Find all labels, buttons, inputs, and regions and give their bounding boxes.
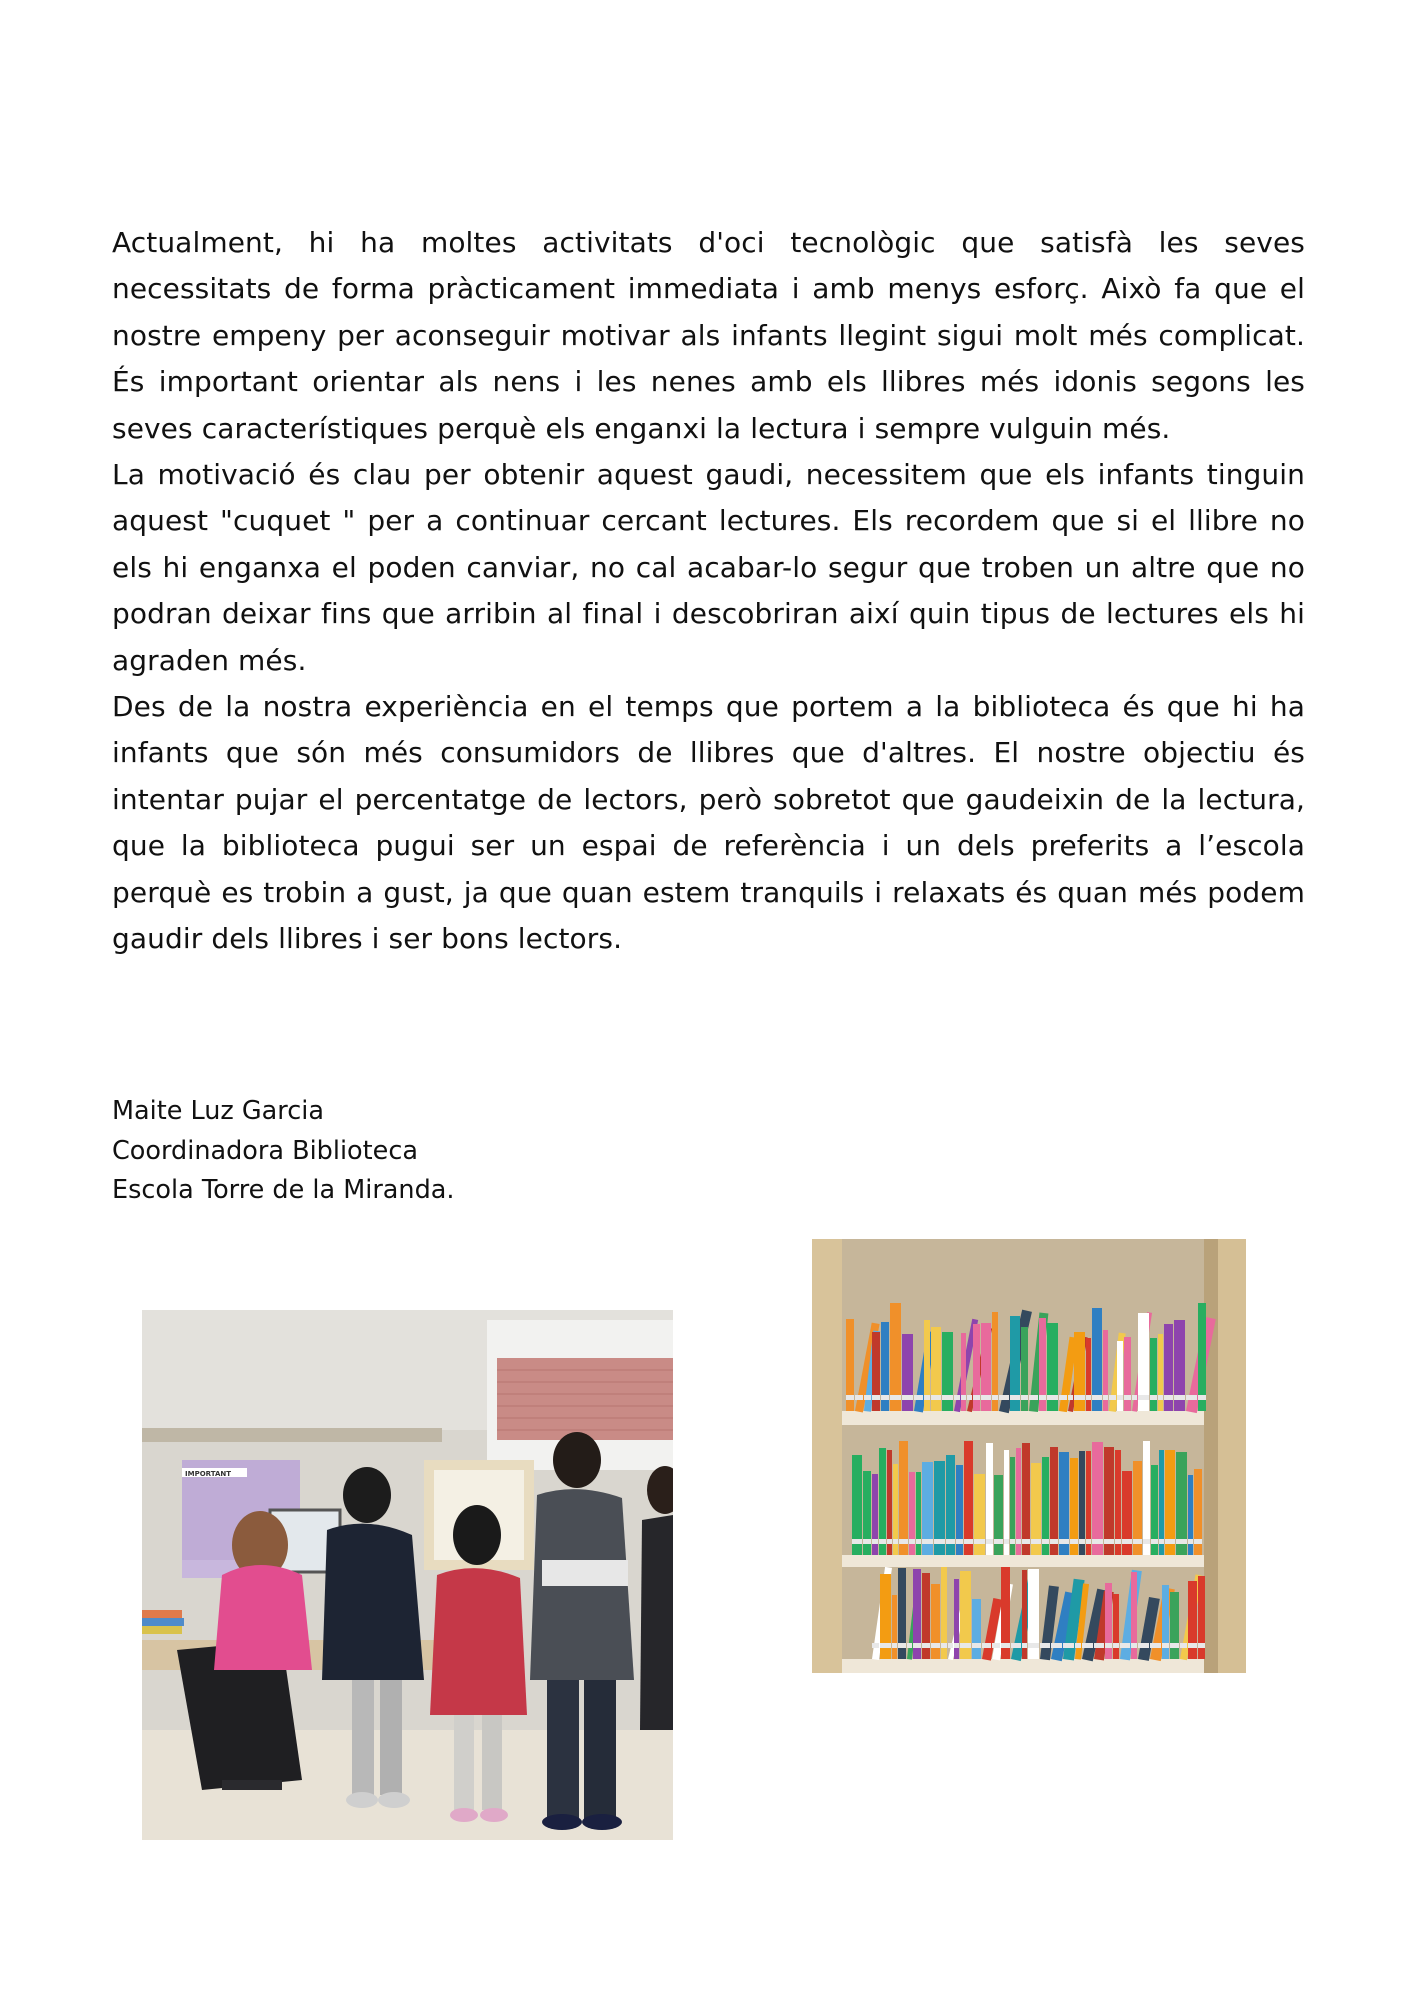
book-spine	[1113, 1594, 1119, 1659]
book-spine	[1016, 1448, 1021, 1555]
book-label	[1039, 1395, 1046, 1400]
book-label	[1042, 1539, 1049, 1544]
book-label	[946, 1539, 955, 1544]
book-label	[1029, 1395, 1038, 1400]
book-label	[913, 1643, 921, 1648]
book-label	[994, 1539, 1003, 1544]
article-body	[112, 220, 1305, 963]
book-label	[1115, 1539, 1121, 1544]
book-label	[934, 1539, 945, 1544]
book-spine	[1022, 1443, 1030, 1555]
book-label	[892, 1643, 897, 1648]
book-label	[1010, 1395, 1020, 1400]
book-label	[954, 1395, 960, 1400]
book-label	[1164, 1395, 1173, 1400]
book-label	[1105, 1643, 1112, 1648]
book-label	[916, 1539, 921, 1544]
book-label	[1162, 1643, 1169, 1648]
book-label	[1138, 1395, 1149, 1400]
book-label	[924, 1395, 930, 1400]
book-label	[1092, 1395, 1102, 1400]
book-label	[1194, 1539, 1202, 1544]
book-label	[1158, 1395, 1163, 1400]
book-label	[1092, 1539, 1103, 1544]
book-label	[954, 1643, 959, 1648]
book-label	[1022, 1539, 1030, 1544]
book-label	[942, 1395, 953, 1400]
book-label	[1188, 1539, 1193, 1544]
book-label	[1086, 1539, 1091, 1544]
book-label	[992, 1643, 1000, 1648]
paragraph-2: La motivació és clau per obtenir aquest gaudi, necessitem que els infants tinguin aquest "cuquet " per a continuar cercant lectures. Els recordem que si el llibre no els hi enganxa el poden canviar, no cal acabar-lo segur que troben un altre que no podran deixar fins que arribin al final i descobriran així quin tipus de lectures els hi agraden més.	[112, 458, 1305, 677]
book-label	[922, 1643, 930, 1648]
book-label	[973, 1395, 980, 1400]
photo-library-bookshelf	[812, 1239, 1246, 1673]
book-label	[1103, 1395, 1108, 1400]
book-label	[961, 1395, 966, 1400]
book-label	[907, 1643, 912, 1648]
book-label	[880, 1643, 891, 1648]
book-label	[1131, 1643, 1137, 1648]
book-label	[1150, 1395, 1157, 1400]
book-label	[922, 1539, 933, 1544]
book-label	[1070, 1539, 1078, 1544]
book-label	[1051, 1643, 1062, 1648]
book-label	[1094, 1643, 1104, 1648]
book-spine	[1143, 1441, 1150, 1555]
book-label	[1068, 1395, 1073, 1400]
book-label	[864, 1395, 871, 1400]
book-label	[1075, 1643, 1081, 1648]
book-label	[872, 1539, 878, 1544]
book-label	[855, 1395, 863, 1400]
book-label	[1174, 1395, 1185, 1400]
book-label	[1132, 1395, 1137, 1400]
book-label	[1047, 1395, 1058, 1400]
book-label	[1050, 1539, 1058, 1544]
book-label	[1120, 1643, 1130, 1648]
book-label	[1186, 1395, 1197, 1400]
book-label	[1198, 1395, 1206, 1400]
book-label	[1022, 1643, 1027, 1648]
children-photo-illustration	[142, 1310, 673, 1840]
book-label	[1104, 1539, 1114, 1544]
book-label	[972, 1643, 981, 1648]
book-label	[931, 1643, 940, 1648]
book-label	[1133, 1539, 1142, 1544]
book-label	[872, 1643, 879, 1648]
book-label	[1151, 1539, 1158, 1544]
book-label	[1143, 1539, 1150, 1544]
book-label	[846, 1395, 854, 1400]
book-spine	[1050, 1447, 1058, 1555]
book-label	[898, 1643, 906, 1648]
book-label	[852, 1539, 862, 1544]
book-label	[1001, 1643, 1010, 1648]
book-spine	[1092, 1442, 1103, 1555]
book-label	[909, 1539, 915, 1544]
book-label	[981, 1395, 991, 1400]
book-label	[1021, 1395, 1028, 1400]
bookshelf-photo-illustration	[812, 1239, 1246, 1673]
book-label	[1082, 1643, 1093, 1648]
book-label	[1010, 1539, 1015, 1544]
book-label	[1124, 1395, 1131, 1400]
book-spine	[892, 1595, 897, 1659]
book-label	[879, 1539, 886, 1544]
book-label	[982, 1643, 991, 1648]
book-spine	[1086, 1338, 1091, 1411]
book-label	[948, 1643, 953, 1648]
book-label	[1031, 1539, 1041, 1544]
book-label	[1086, 1395, 1091, 1400]
book-label	[881, 1395, 889, 1400]
book-label	[1150, 1643, 1161, 1648]
book-label	[890, 1395, 901, 1400]
book-spine	[1198, 1303, 1206, 1411]
book-label	[992, 1395, 998, 1400]
book-spine	[1104, 1447, 1114, 1555]
school-name: Escola Torre de la Miranda.	[112, 1175, 455, 1205]
book-label	[1011, 1643, 1021, 1648]
book-spine	[1117, 1341, 1123, 1411]
book-label	[1159, 1539, 1164, 1544]
book-label	[872, 1395, 880, 1400]
book-label	[1165, 1539, 1175, 1544]
poster-important-text: IMPORTANT	[185, 1470, 232, 1478]
book-spine	[972, 1599, 981, 1659]
paragraph-1: Actualment, hi ha moltes activitats d'oci tecnològic que satisfà les seves necessitats de forma pràcticament immediata i amb menys esforç. Això fa que el nostre empeny per aconseguir motivar als infants llegint sigui molt més complicat. És important orientar als nens i les nenes amb els llibres més idonis segons les seves característiques perquè els enganxi la lectura i sempre vulguin més.	[112, 226, 1305, 445]
book-label	[1004, 1539, 1009, 1544]
photo-children-at-computer	[142, 1310, 673, 1840]
paragraph-3: Des de la nostra experiència en el temps que portem a la biblioteca és que hi ha infants que són més consumidors de llibres que d'altres. El nostre objectiu és intentar pujar el percentatge de lectors, però sobretot que gaudeixin de la lectura, que la biblioteca pugui ser un espai de referència i un dels preferits a l’escola perquè es trobin a gust, ja que quan estem tranquils i relaxats és quan més podem gaudir dels llibres i ser bons lectors.	[112, 690, 1305, 956]
book-label	[1063, 1643, 1074, 1648]
book-label	[999, 1395, 1009, 1400]
book-label	[941, 1643, 947, 1648]
book-label	[863, 1539, 871, 1544]
book-label	[1122, 1539, 1132, 1544]
book-label	[956, 1539, 963, 1544]
book-label	[967, 1395, 972, 1400]
book-spine	[964, 1441, 973, 1555]
author-role: Coordinadora Biblioteca	[112, 1135, 418, 1166]
book-spine	[1170, 1592, 1179, 1659]
book-spine	[1150, 1338, 1157, 1411]
book-label	[887, 1539, 892, 1544]
book-label	[1138, 1643, 1149, 1648]
book-label	[914, 1395, 923, 1400]
book-label	[1079, 1539, 1085, 1544]
book-label	[986, 1539, 993, 1544]
book-label	[1016, 1539, 1021, 1544]
book-label	[902, 1395, 913, 1400]
book-label	[974, 1539, 985, 1544]
book-label	[964, 1539, 973, 1544]
book-label	[1074, 1395, 1085, 1400]
book-label	[1113, 1643, 1119, 1648]
book-label	[1170, 1643, 1179, 1648]
author-name: Maite Luz Garcia	[112, 1096, 324, 1126]
book-label	[1040, 1643, 1050, 1648]
book-label	[1117, 1395, 1123, 1400]
book-label	[1059, 1539, 1069, 1544]
book-label	[931, 1395, 941, 1400]
book-label	[960, 1643, 971, 1648]
signature-block	[112, 1092, 455, 1211]
book-label	[1198, 1643, 1205, 1648]
book-label	[1176, 1539, 1187, 1544]
book-spine	[879, 1448, 886, 1555]
book-label	[899, 1539, 908, 1544]
book-spine	[899, 1441, 908, 1555]
book-label	[1188, 1643, 1197, 1648]
book-label	[1028, 1643, 1039, 1648]
book-spine	[890, 1303, 901, 1411]
book-label	[1059, 1395, 1067, 1400]
book-label	[893, 1539, 898, 1544]
book-spine	[986, 1443, 993, 1555]
book-label	[1109, 1395, 1116, 1400]
book-label	[1180, 1643, 1187, 1648]
